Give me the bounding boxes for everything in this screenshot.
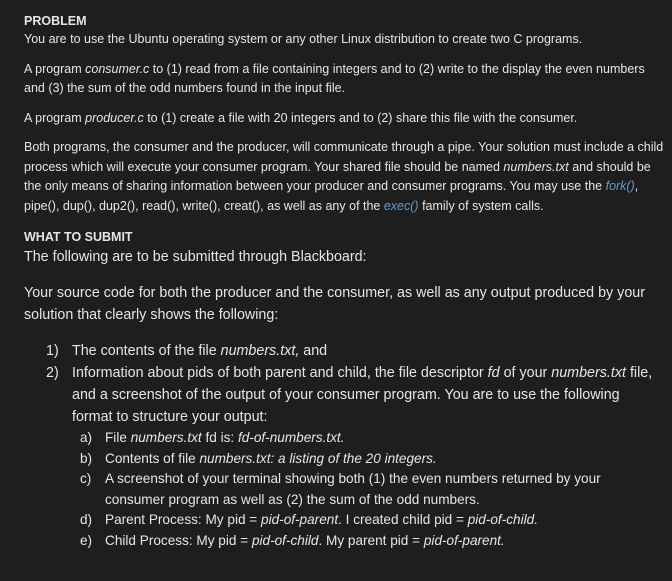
- pipe-paragraph: Both programs, the consumer and the producer, will communicate through a pipe. Your solution must include a child process which will execute your consumer program. Your shared file should be named numbers.txt and should be the only means of sharing information between your producer and consumer programs. You may use the fork(), pipe(), dup(), dup2(), read(), write(), creat(), as well as any of the exec() family of system calls.: [24, 140, 664, 213]
- exec-call: exec(): [383, 198, 419, 213]
- fork-call: fork(): [605, 179, 635, 193]
- submit-heading: WHAT TO SUBMIT: [24, 230, 133, 244]
- list-item: 2) Information about pids of both parent and child, the file descriptor fd of your numbers.txt file, and a screenshot of the output of your consumer program. You are to use the following format to structure your output: a) File numbers.txt fd is: fd-of-numbers.txt. b) Contents of file numbers.txt: a listing of the 20 integers. c) A screenshot of your terminal showing both (1) the even numbers returned by your consumer program as well as (2) the sum of the odd numbers. d) Parent Process: My pid = pid-of-parent. I created child pid = pid-of-child. e) Child Process: My pid = pid-of-child. My parent pid = pid-of-parent.: [24, 362, 664, 551]
- list-item: 1) The contents of the file numbers.txt, and: [46, 343, 328, 359]
- producer-paragraph: A program producer.c to (1) create a file with 20 integers and to (2) share this file with the consumer.: [24, 110, 578, 125]
- list-item: b) Contents of file numbers.txt: a listing of the 20 integers.: [80, 450, 437, 466]
- consumer-paragraph: A program consumer.c to (1) read from a file containing integers and to (2) write to the display the even numbers and (3) the sum of the odd numbers found in the input file.: [24, 61, 645, 95]
- submit-line-blackboard: The following are to be submitted through Blackboard:: [24, 249, 367, 265]
- producer-filename: producer.c: [85, 110, 144, 125]
- problem-heading: PROBLEM: [24, 14, 87, 28]
- output-format-list: [72, 428, 664, 551]
- list-item: e) Child Process: My pid = pid-of-child. My parent pid = pid-of-parent.: [80, 532, 505, 548]
- list-item: c) A screenshot of your terminal showing both (1) the even numbers returned by your consumer program as well as (2) the sum of the odd numbers.: [80, 471, 601, 507]
- submission-list: [24, 340, 664, 551]
- submit-source-paragraph: Your source code for both the producer and the consumer, as well as any output produced by your solution that clearly shows the following:: [24, 285, 645, 323]
- list-item: a) File numbers.txt fd is: fd-of-numbers.txt.: [80, 430, 345, 445]
- problem-intro: You are to use the Ubuntu operating system or any other Linux distribution to create two C programs.: [24, 32, 583, 46]
- system-calls-list: , pipe(), dup(), dup2(), read(), write(), creat(),: [24, 179, 639, 213]
- consumer-filename: consumer.c: [85, 61, 150, 76]
- numbers-filename: numbers.txt: [503, 159, 569, 174]
- list-item: d) Parent Process: My pid = pid-of-parent. I created child pid = pid-of-child.: [80, 512, 538, 527]
